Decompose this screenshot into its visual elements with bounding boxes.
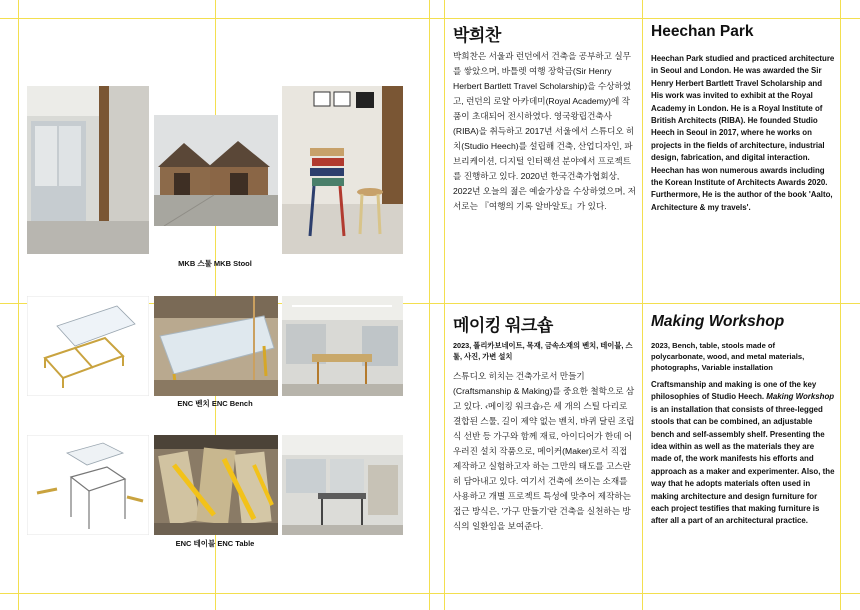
photo-bench: [154, 296, 278, 396]
photo-table-materials: [154, 435, 278, 535]
ko-profile-title: 박희찬: [453, 26, 501, 45]
en-workshop-text-emphasis: Making Workshop: [766, 392, 835, 402]
guide-line: [444, 0, 445, 610]
ko-workshop-text: 스튜디오 히치는 건축가로서 만들기(Craftsmanship & Making)를 중요한 철학으로 삼고 있다. ‹메이킹 워크숍›은 세 개의 스틸 다리로 결합된 스툴, 길이 제약 없는 벤치, 바퀴 달린 조립식 선반 등 가구와 함께 재료, 아이디어가 한데 어우러진 설치 작품으로, 메이커(Maker)로서 직접 제작하고 실험하고자 하는 그만의 태도를 고스란히 담아내고 있다. 여기서 건축에 쓰이는 소재를 사용하고 개별 프로젝트 특성에 맞추어 제작하는 접근 방식은, '가구 만들기'란 건축을 실천하는 방식의 일환임을 보여준다.: [453, 371, 635, 531]
guide-line: [0, 18, 860, 19]
en-workshop-text: [651, 379, 836, 528]
ko-workshop-meta: 2023, 폴리카보네이트, 목재, 금속소재의 벤치, 테이블, 스툴, 사진, 가변 설치: [453, 341, 633, 361]
en-workshop-text-part: is an installation that consists of three-legged stools that can be combined, an adjustable bench and self-assembly shelf. Presenting the idea within as well as the materials they are made of, the work manifests his efforts and approach as a maker and experimenter. Also, the way that he adopts materials often used in making architecture and design furniture for each project testifies that making furniture is after all a part of an architectural practice.: [651, 404, 835, 526]
photo-workshop-interior: [282, 296, 403, 396]
guide-line: [18, 0, 19, 610]
diagram-table: [27, 435, 149, 535]
photo-barns: [154, 115, 278, 226]
guide-line: [840, 0, 841, 610]
en-workshop-title: Making Workshop: [651, 313, 785, 330]
caption-stool: MKB 스툴 MKB Stool: [178, 259, 252, 268]
en-profile-title: Heechan Park: [651, 23, 754, 40]
guide-line: [429, 0, 430, 610]
guide-line: [642, 0, 643, 610]
photo-stools: [282, 86, 403, 254]
caption-bench: ENC 벤치 ENC Bench: [177, 399, 253, 408]
en-workshop-text-part: Craftsmanship and making is one of the key philosophies of Studio Heech.: [651, 380, 817, 402]
photo-table-room: [282, 435, 403, 535]
photo-gallery-interior: [27, 86, 149, 254]
ko-profile-bio: 박희찬은 서울과 런던에서 건축을 공부하고 실무를 쌓았으며, 바틀렛 여행 장학금(Sir Henry Herbert Bartlett Travel Scholarship)을 수상하였고, 런던의 로얄 아카데미(Royal Academy)에 작품이 초대되어 전시하였다. 영국왕립건축사(RIBA)을 취득하고 2017년 서울에서 스튜디오 히치(Studio Heech)를 설립해 건축, 산업디자인, 파브리케이션, 디지털 인터랙션 분야에서 프로젝트를 진행하고 있다. 2020년 한국건축가협회상, 2022년 오늘의 젊은 예술가상을 수상하였으며, 저서로는 『여행의 기록 알바알토』가 있다.: [453, 51, 636, 211]
en-profile-bio: Heechan Park studied and practiced architecture in Seoul and London. He was awarded the Sir Henry Herbert Bartlett Travel Scholarship and His work was invited to exhibit at the Royal Academy in London. He is a Royal Institute of British Architects (RIBA). He founded Studio Heech in Seoul in 2017, where he works on projects in the fields of architecture, industrial design, fabrication, and digital interaction. Heechan has won numerous awards including the Korean Institute of Architects Awards 2020. Furthermore, He is the author of the book 'Aalto, Architecture & my travels'.: [651, 54, 835, 212]
diagram-bench: [27, 296, 149, 396]
en-workshop-meta: 2023, Bench, table, stools made of polycarbonate, wood, and metal materials, photographs, Variable installation: [651, 341, 805, 372]
caption-table: ENC 테이블 ENC Table: [175, 539, 255, 548]
guide-line: [0, 593, 860, 594]
ko-workshop-title: 메이킹 워크숍: [453, 316, 553, 335]
